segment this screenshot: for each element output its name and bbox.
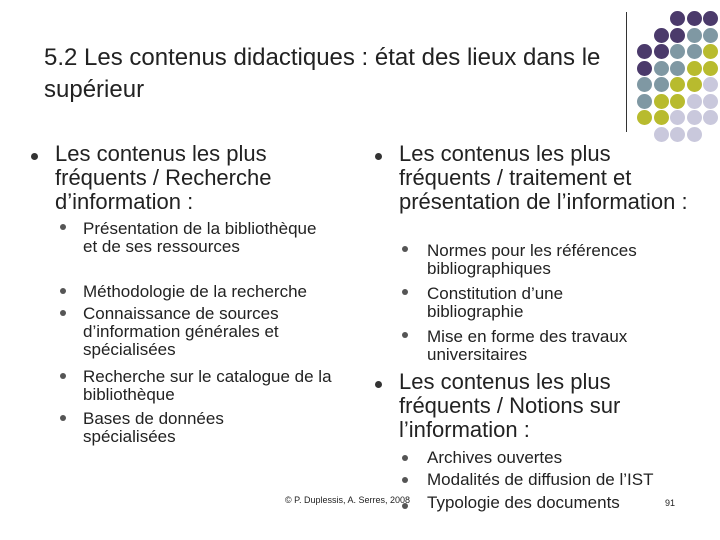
decorative-dot	[670, 127, 685, 142]
bullet-icon	[402, 455, 408, 461]
bullet-icon	[60, 373, 66, 379]
decorative-dot	[670, 11, 685, 26]
decorative-dot	[687, 11, 702, 26]
decorative-dot	[670, 94, 685, 109]
bullet-icon	[60, 310, 66, 316]
decorative-dot	[670, 61, 685, 76]
bullet-icon	[375, 381, 382, 388]
bullet-icon	[375, 153, 382, 160]
left-item-3: Connaissance de sources d’information générales et spécialisées	[83, 304, 279, 359]
decorative-dot	[703, 28, 718, 43]
right-item-3: Mise en forme des travaux universitaires	[427, 327, 628, 364]
decorative-dot	[654, 28, 669, 43]
decorative-dot	[703, 77, 718, 92]
bullet-icon	[60, 415, 66, 421]
decorative-dot	[687, 127, 702, 142]
copyright-footer: © P. Duplessis, A. Serres, 2008	[285, 495, 411, 505]
bullet-icon	[402, 332, 408, 338]
decorative-dot	[654, 110, 669, 125]
decorative-dot	[703, 11, 718, 26]
decorative-dot	[687, 94, 702, 109]
decorative-dot	[654, 127, 669, 142]
right-item-6: Typologie des documents	[427, 493, 620, 512]
decorative-dot	[703, 61, 718, 76]
decorative-dot	[637, 44, 652, 59]
decorative-dot	[703, 94, 718, 109]
left-item-4: Recherche sur le catalogue de la bibliothèque	[83, 367, 332, 404]
right-heading-2: Les contenus les plus fréquents / Notions sur l’information :	[399, 369, 621, 442]
left-item-5: Bases de données spécialisées	[83, 409, 224, 446]
decorative-dot	[703, 44, 718, 59]
decorative-dot	[670, 110, 685, 125]
decorative-dot	[654, 94, 669, 109]
bullet-icon	[31, 153, 38, 160]
decorative-dot	[637, 94, 652, 109]
decorative-dot	[637, 110, 652, 125]
decorative-dot	[670, 28, 685, 43]
slide-title: 5.2 Les contenus didactiques : état des lieux dans le supérieur	[44, 44, 601, 103]
right-item-5: Modalités de diffusion de l’IST	[427, 470, 654, 489]
bullet-icon	[60, 288, 66, 294]
decorative-dot	[654, 44, 669, 59]
right-item-4: Archives ouvertes	[427, 448, 563, 467]
decorative-dot	[687, 77, 702, 92]
left-item-2: Méthodologie de la recherche	[83, 282, 307, 301]
bullet-icon	[402, 477, 408, 483]
decorative-dot	[687, 110, 702, 125]
decorative-dot	[670, 77, 685, 92]
page-number: 91	[665, 498, 676, 508]
right-item-1: Normes pour les références bibliographiques	[427, 241, 637, 278]
decorative-dot	[670, 44, 685, 59]
decorative-dot	[687, 28, 702, 43]
bullet-icon	[60, 224, 66, 230]
divider-line	[626, 12, 627, 132]
decorative-dot	[687, 61, 702, 76]
decorative-dot	[703, 110, 718, 125]
bullet-icon	[402, 246, 408, 252]
right-heading-1: Les contenus les plus fréquents / traitement et présentation de l’information :	[399, 141, 688, 214]
left-heading: Les contenus les plus fréquents / Recherche d’information :	[55, 141, 272, 214]
decorative-dot	[637, 77, 652, 92]
decorative-dot	[654, 77, 669, 92]
left-item-1: Présentation de la bibliothèque et de ses ressources	[83, 219, 317, 256]
decorative-dot	[637, 61, 652, 76]
bullet-icon	[402, 289, 408, 295]
right-item-2: Constitution d’une bibliographie	[427, 284, 564, 321]
decorative-dot	[654, 61, 669, 76]
decorative-dot	[687, 44, 702, 59]
